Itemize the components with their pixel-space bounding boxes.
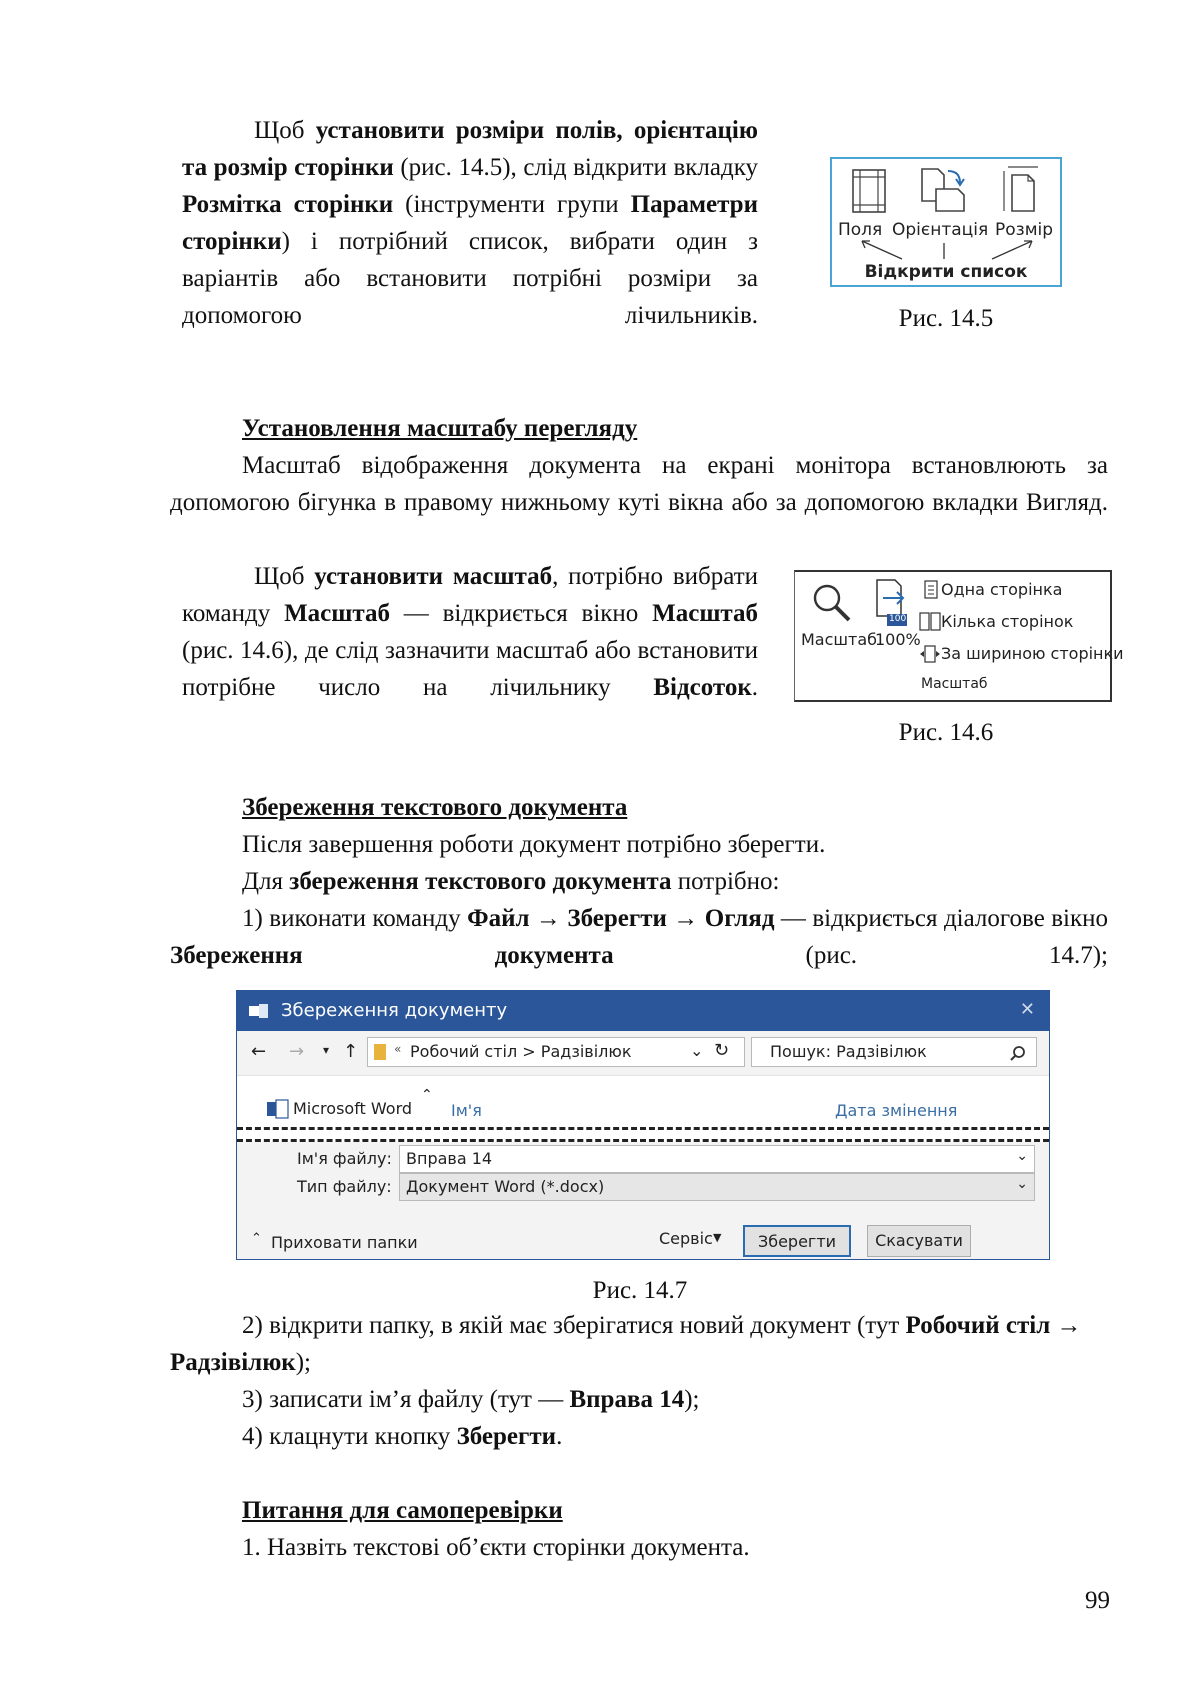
figure-caption-14-5: Рис. 14.5 bbox=[898, 305, 994, 332]
search-placeholder: Пошук: Радзівілюк bbox=[770, 1042, 927, 1061]
dialog-title: Збереження документу bbox=[281, 1000, 508, 1021]
cancel-button[interactable]: Скасувати bbox=[867, 1225, 971, 1257]
step-2: 2) відкрити папку, в якій має зберігатися новий документ (тут Робочий стіл → Радзівілюк); bbox=[170, 1312, 1082, 1376]
page-number: 99 bbox=[1085, 1587, 1110, 1614]
size-icon bbox=[1000, 163, 1044, 215]
paragraph-zoom-intro: Масштаб відображення документа на екрані монітора встановлюють за допомогою бігунка в правому нижньому куті вікна або за допомогою вкладки Вигляд. bbox=[170, 452, 1108, 516]
paragraph-to-save: Для збереження текстового документа потрібно: bbox=[242, 868, 780, 895]
filetype-label: Тип файлу: bbox=[297, 1177, 392, 1196]
heading-save: Збереження текстового документа bbox=[242, 794, 628, 821]
question-1: 1. Назвіть текстові об’єкти сторінки документа. bbox=[242, 1534, 750, 1561]
up-arrow-icon[interactable]: ↑ bbox=[343, 1041, 359, 1062]
filename-input[interactable] bbox=[399, 1145, 1035, 1173]
multiple-pages-icon bbox=[919, 612, 941, 632]
hide-folders-button[interactable]: Приховати папки bbox=[271, 1233, 418, 1252]
filename-dropdown-icon[interactable]: ⌄ bbox=[1016, 1148, 1028, 1164]
figure-page-setup-ribbon bbox=[830, 157, 1062, 287]
page-width-icon bbox=[919, 644, 941, 664]
figure-caption-14-7: Рис. 14.7 bbox=[592, 1277, 688, 1304]
fields-label: Поля bbox=[838, 220, 883, 240]
filetype-dropdown-icon[interactable]: ⌄ bbox=[1016, 1176, 1028, 1192]
save-button[interactable]: Зберегти bbox=[743, 1225, 851, 1257]
filetype-select[interactable] bbox=[399, 1173, 1035, 1201]
forward-arrow-icon[interactable]: → bbox=[289, 1041, 305, 1062]
paragraph-page-setup: Щоб установити розміри полів, орієнтацію та розмір сторінки (рис. 14.5), слід відкрити вкладку Розмітка сторінки (інструменти групи Параметри сторінки) і потрібний список, вибрати один з варіантів або встановити потрібні розміри за допомогою лічильників. bbox=[182, 117, 758, 329]
cut-line bbox=[237, 1127, 1049, 1142]
tools-menu[interactable]: Сервіс bbox=[659, 1229, 713, 1248]
paragraph-after-finish: Після завершення роботи документ потрібно зберегти. bbox=[242, 831, 826, 858]
word-doc-icon bbox=[267, 1099, 289, 1119]
word-icon bbox=[249, 1003, 269, 1019]
save-dialog bbox=[236, 990, 1050, 1260]
hide-folders-chevron-icon[interactable]: ⌃ bbox=[251, 1231, 262, 1246]
folder-icon bbox=[374, 1044, 386, 1060]
figure-caption-14-6: Рис. 14.6 bbox=[898, 719, 994, 746]
step-3: 3) записати ім’я файлу (тут — Вправа 14); bbox=[242, 1386, 700, 1413]
tools-dropdown-icon: ▼ bbox=[713, 1231, 722, 1244]
close-icon[interactable]: ✕ bbox=[1019, 999, 1035, 1020]
search-box[interactable] bbox=[751, 1037, 1037, 1067]
collapse-chevron-icon[interactable]: ⌃ bbox=[421, 1087, 433, 1103]
recent-chevron-icon[interactable]: ▾ bbox=[323, 1043, 330, 1057]
page-width-label: За шириною сторінки bbox=[941, 644, 1124, 663]
address-bar[interactable] bbox=[367, 1037, 745, 1067]
word-nav-item[interactable]: Microsoft Word bbox=[293, 1099, 413, 1118]
back-arrow-icon[interactable]: ← bbox=[251, 1041, 267, 1062]
multiple-pages-label: Кілька сторінок bbox=[941, 612, 1074, 631]
filename-value: Вправа 14 bbox=[406, 1149, 493, 1168]
zoom-100-label: 100% bbox=[875, 630, 921, 649]
orientation-icon bbox=[918, 165, 970, 217]
size-label: Розмір bbox=[995, 220, 1054, 240]
margins-icon bbox=[850, 167, 888, 215]
address-separator: « bbox=[394, 1042, 402, 1056]
step-4: 4) клацнути кнопку Зберегти. bbox=[242, 1423, 563, 1450]
paragraph-zoom-command: Щоб установити масштаб, потрібно вибрати команду Масштаб — відкриється вікно Масштаб (рис. 14.6), де слід зазначити масштаб або встановити потрібне число на лічильнику Відсоток. bbox=[182, 563, 759, 701]
zoom-label: Масштаб bbox=[801, 630, 878, 649]
address-dropdown-icon[interactable]: ⌄ bbox=[690, 1041, 704, 1060]
zoom-group-label: Масштаб bbox=[921, 676, 988, 692]
refresh-icon[interactable]: ↻ bbox=[714, 1040, 730, 1061]
one-page-icon bbox=[923, 580, 939, 600]
dialog-titlebar bbox=[237, 991, 1049, 1031]
filename-label: Ім'я файлу: bbox=[297, 1149, 392, 1168]
heading-zoom: Установлення масштабу перегляду bbox=[242, 415, 638, 442]
one-page-label: Одна сторінка bbox=[941, 580, 1063, 599]
search-icon bbox=[1010, 1045, 1026, 1061]
figure-zoom-ribbon bbox=[794, 570, 1124, 702]
magnifier-icon bbox=[809, 580, 855, 626]
filetype-value: Документ Word (*.docx) bbox=[406, 1177, 605, 1196]
orientation-label: Орієнтація bbox=[892, 220, 989, 240]
address-path: Робочий стіл > Радзівілюк bbox=[410, 1042, 632, 1061]
column-date-modified[interactable]: Дата змінення bbox=[835, 1101, 958, 1120]
column-name[interactable]: Ім'я bbox=[451, 1101, 482, 1120]
open-list-label: Відкрити список bbox=[864, 262, 1028, 282]
heading-questions: Питання для самоперевірки bbox=[242, 1497, 563, 1524]
step-1: 1) виконати команду Файл → Зберегти → Огляд — відкриється діалогове вікно Збереження документа (рис. 14.7); bbox=[170, 905, 1109, 969]
zoom-100-badge: 100 bbox=[889, 614, 907, 624]
open-list-arrows bbox=[832, 239, 1062, 263]
